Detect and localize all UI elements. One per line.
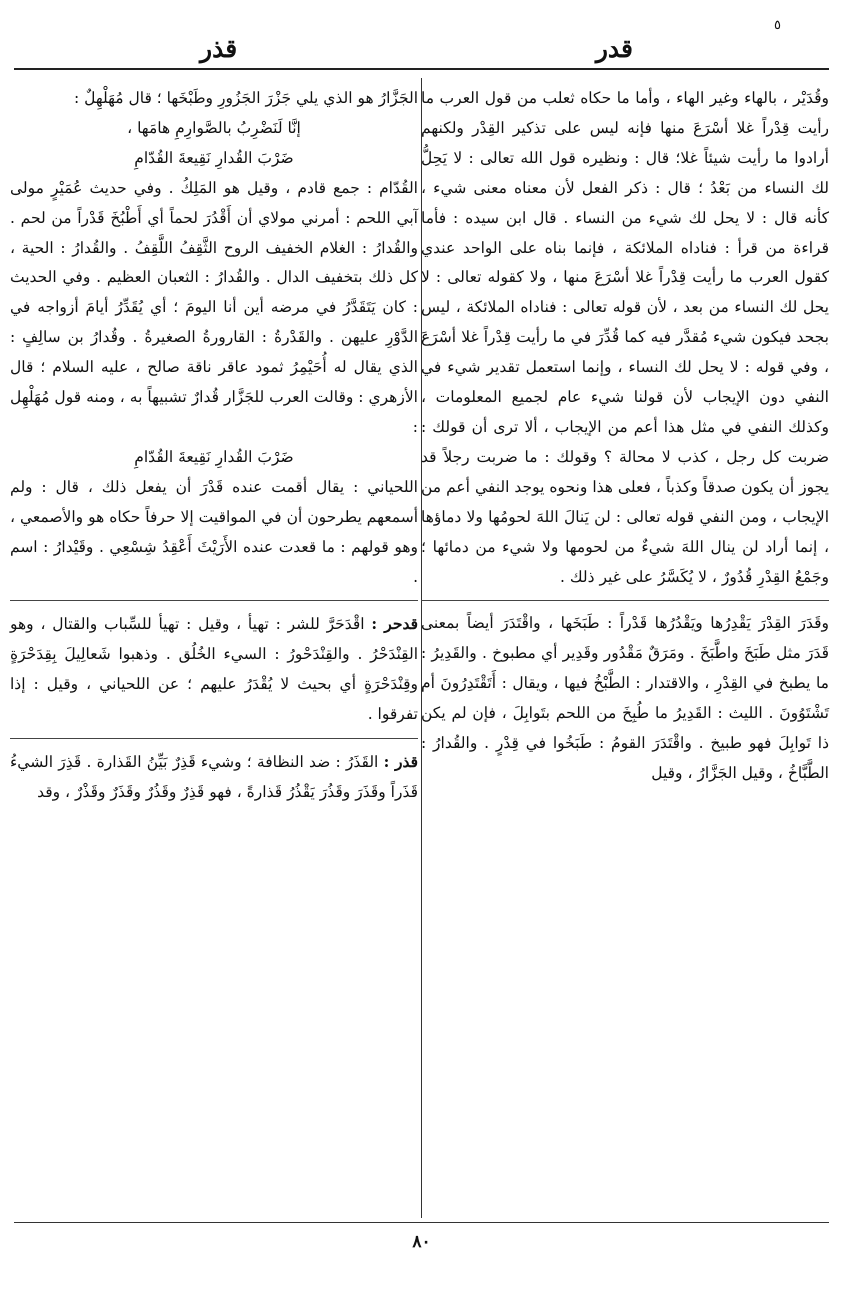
left-paragraph-1c: اللحياني : يقال أقمت عنده قَدْرَ أن يفعل ذلك ، قال : ولم أسمعهم يطرحون أن في المواقيت إلا حرفاً حكاه هو والأصمعي ، وهو قولهم : ما قعدت عنده الأَرَيْثَ أَعْقِدُ شِسْعِي . وقَيْدارُ : اسم .: [10, 477, 418, 586]
right-paragraph-1: وقُدَيْر ، بالهاء وغير الهاء ، وأما ما حكاه ثعلب من قول العرب ما رأيت قِدْراً غلا أسْرَعَ منها فإنه ليس على تذكير القِدْر ولكنهم أرادوا ما رأيت شيئاً غلا؛ قال : ونظيره قول الله تعالى : لا يَحِلُّ لك النساء من بَعْدُ ؛ قال : ذكر الفعل لأن معناه معنى شيء ، كأنه قال : لا يحل لك شيء من النساء . قال ابن سيده : فأما قراءة من قرأ : فناداه الملائكة ، فإنما بناه على الواحد عندي كقول العرب ما رأيت قِدْراً غلا أسْرَعَ منها ، ولا كقوله تعالى : لا يحل لك النساء من بعد ، لأن قوله تعالى : فناداه الملائكة ، ليس بجحد فيكون شيء مُقدَّر فيه كما قُدِّرَ في ما رأيت قِدْراً غلا أسْرَعَ ، وفي قوله : لا يحل لك النساء ، وإنما استعمل تقدير شيء في النفي دون الإيجاب لأن قولنا شيء عام لجميع المعلومات ، وكذلك النفي في مثل هذا أعم من الإيجاب ، ألا ترى أن قولك : ضربت كل رجل ، كذب لا محالة ؟ وقولك : ما ضربت رجلاً قد يجوز أن يكون صدقاً وكذباً ، فعلى هذا ونحوه يوجد النفي أعم من الإيجاب ، ومن النفي قوله تعالى : لن يَنالَ اللهَ لحومُها ولا دماؤها ، إنما أراد لن ينال اللهَ شيءٌ من لحومها ولا شيء من دمائها ؛ وجَمْعُ القِدْرِ قُدُورٌ ، لا يُكَسَّرُ على غير ذلك .: [421, 89, 829, 586]
right-column: [421, 84, 829, 789]
right-paragraph-2: وقَدَرَ القِدْرَ يَقْدِرُها ويَقْدُرُها قَدْراً : طَبَخَها ، واقْتَدَرَ أيضاً بمعنى قَدَرَ مثل طَبَخَ واطَّبَخَ . ومَرَقٌ مَقْدُور وقَدِير أي مطبوخ . والقَدِيرُ : ما يطبخ في القِدْرِ ، والاقتدار : الطَّبْخُ فيها ، ويقال : أَتَقْتَدِرُونَ أم تَشْتَوُونَ . الليث : القَدِيرُ ما طُبِخَ من اللحم بتَوابِلَ ، فإن لم يكن ذا تَوابِلَ فهو طبيخ . واقْتَدَرَ القومُ : طَبَخُوا في قِدْرٍ . والقُدارُ : الطَّبَّاخُ ، وقيل الجَزَّارُ ، وقيل: [421, 614, 829, 782]
entry-key-qadhar: قدحر :: [371, 614, 418, 634]
corner-number: ٥: [774, 18, 781, 33]
entry-qadhir: [10, 747, 418, 808]
entry-qadhar: [10, 609, 418, 730]
left-column: [10, 84, 418, 808]
verse-line-1a: إنَّا لَنَضْرِبُ بالصَّوارِمِ هامَها ،: [127, 118, 301, 137]
left-paragraph-1a: الجَزَّارُ هو الذي يلي جَزْرَ الجَزُورِ وطَبْخَها ؛ قال مُهَلْهِلٌ :: [73, 89, 418, 107]
header-headword-right: قدر: [595, 34, 633, 63]
footer-rule: [14, 1222, 829, 1223]
header-rule: [14, 68, 829, 70]
verse-line-1b: ضَرْبَ القُدارِ نَقِيعةَ القُدّامِ: [134, 148, 294, 167]
header-headword-left: قذر: [200, 34, 238, 63]
section-separator: [10, 738, 418, 739]
page-number: ٨٠: [412, 1232, 431, 1252]
entry-text-qadhar: اقْدَحَرَّ للشر : تهيأ ، وقيل : تهيأ للسِّباب والقتال ، وهو القِنْدَحْرُ . والقِنْدَحْورُ : السيء الخُلُق . وذهبوا شَعالِيلَ بِقِدَحْرَةٍ وقِنْدَحْرَةٍ أي بحيث لا يُقْدَرُ عليهم ؛ عن اللحياني ، وقيل : إذا تفرقوا .: [10, 615, 418, 724]
entry-key-qadhir: قذر :: [383, 752, 418, 772]
section-separator: [421, 600, 829, 601]
section-separator: [10, 600, 418, 601]
left-paragraph-1b: القُدّام : جمع قادم ، وقيل هو المَلِكُ . وفي حديث عُمَيْرٍ مولى آبي اللحم : أمرني مولاي أن أَقْدُرَ لحماً أي أَطْبُخَ قَدْراً من لحم . والقُدارُ : الغلام الخفيف الروح الثَّقِفُ اللَّقِفُ . والقُدارُ : الحية ، كل ذلك بتخفيف الدال . والقُدارُ : الثعبان العظيم . وفي الحديث : كان يَتَقَدَّرُ في مرضه أين أنا اليومَ ؛ أي يُقَدِّرُ أيامَ أزواجه في الدَّوْرِ عليهن . والقَدْرةُ : القارورةُ الصغيرةُ . وقُدارُ بن سالِفٍ : الذي يقال له أُحَيْمِرُ ثمود عاقر ناقة صالح ، عليه السلام ؛ قال الأزهري : وقالت العرب للجَزَّار قُدارٌ تشبيهاً به ، ومنه قول مُهَلْهِل :: [10, 178, 418, 436]
verse-line-2: ضَرْبَ القُدارِ نَقِيعةَ القُدّامِ: [134, 447, 294, 466]
entry-text-qadhir: القَذَرُ : ضد النظافة ؛ وشيء قَذِرٌ بَيِّنُ القَذارة . قَذِرَ الشيءُ قَذَراً وقَذَرَ وقَذُرَ يَقْذُرُ قَذارةً ، فهو قَذِرٌ وقَذُرٌ وقَذَرٌ وقَذْرٌ ، وقد: [10, 753, 418, 801]
